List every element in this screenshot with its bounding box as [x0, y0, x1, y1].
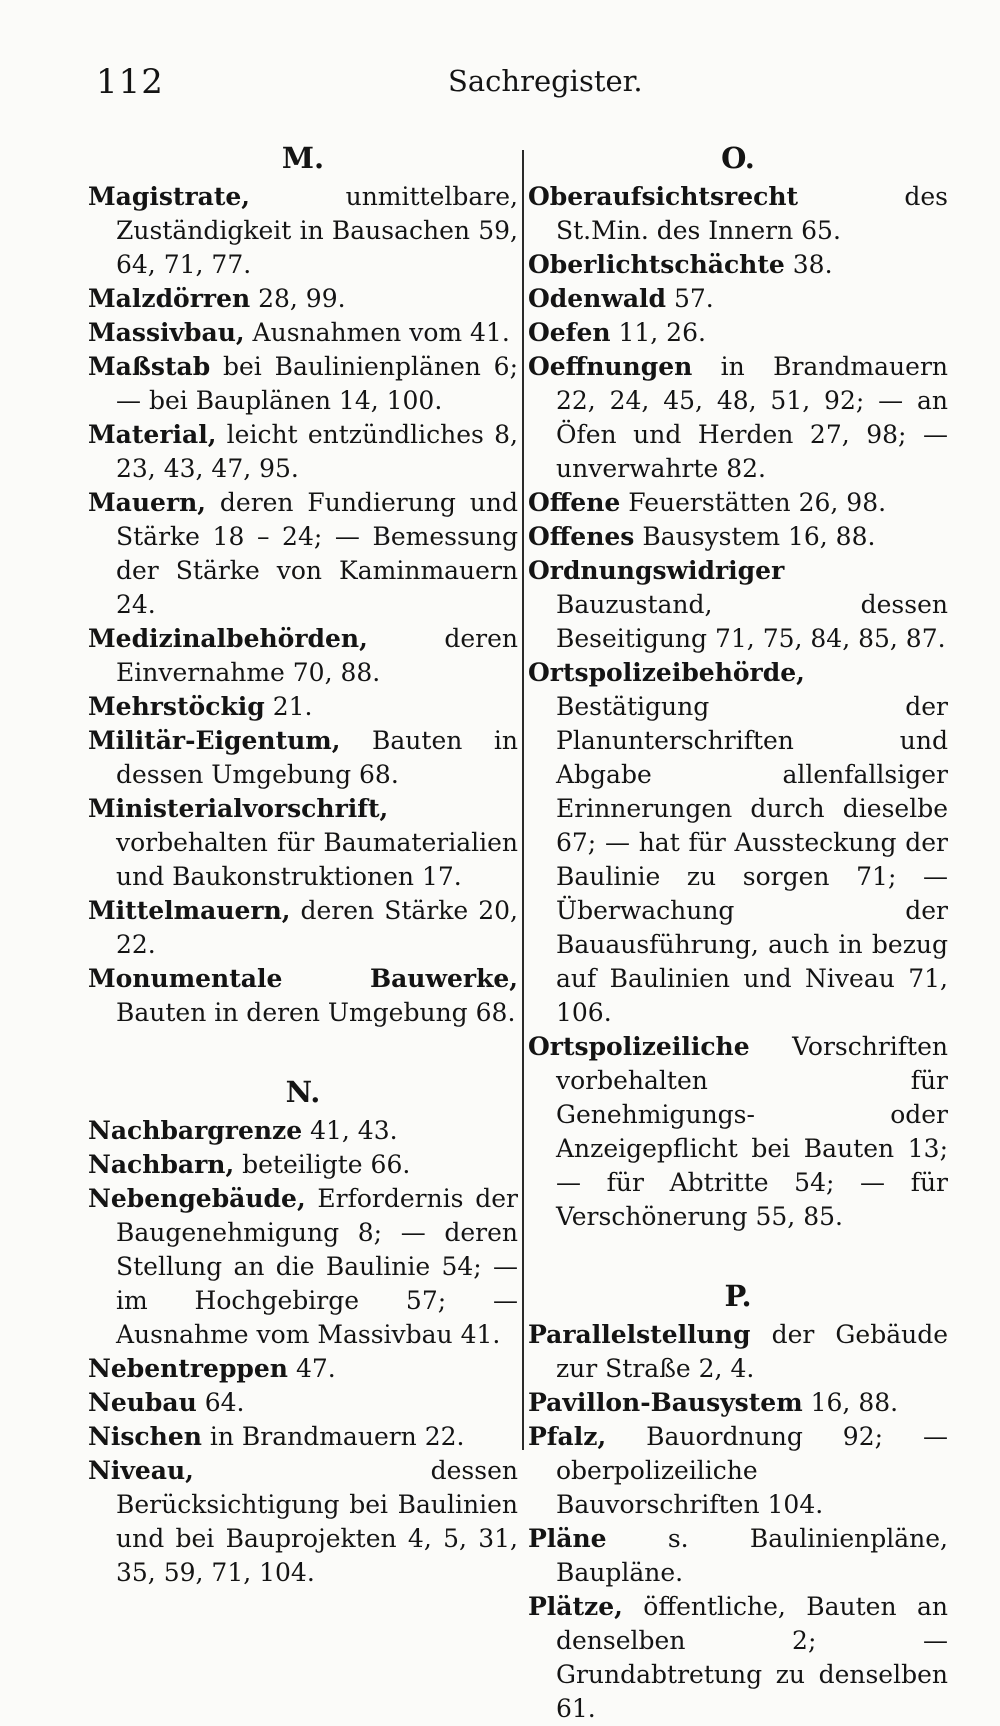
index-references: s. Baulinienpläne, Baupläne.: [556, 1524, 948, 1587]
index-references: des St.Min. des Innern 65.: [556, 182, 948, 245]
index-references: öffentliche, Bauten an denselben 2; — Grundabtretung zu denselben 61.: [556, 1592, 948, 1723]
index-keyword: Pfalz,: [528, 1422, 607, 1451]
page-header: [0, 62, 1000, 112]
index-entry: [88, 894, 518, 962]
index-keyword: Offenes: [528, 522, 635, 551]
section-letter-m: M.: [281, 141, 325, 175]
section-letter-p: P.: [724, 1279, 752, 1313]
index-keyword: Plätze,: [528, 1592, 623, 1621]
index-references: Bauten in deren Umgebung 68.: [116, 998, 516, 1027]
index-keyword: Ortspolizeiliche: [528, 1032, 750, 1061]
index-keyword: Nebengebäude,: [88, 1184, 306, 1213]
index-references: 21.: [264, 692, 313, 721]
index-references: Feuerstätten 26, 98.: [620, 488, 887, 517]
index-entry: [88, 1386, 518, 1420]
index-keyword: Mehrstöckig: [88, 692, 265, 721]
index-keyword: Massivbau,: [88, 318, 245, 347]
index-keyword: Ministerialvorschrift,: [88, 794, 389, 823]
index-entry: [88, 690, 518, 724]
right-column: [528, 138, 948, 1726]
index-references: 11, 26.: [610, 318, 706, 347]
index-references: beteiligte 66.: [234, 1150, 411, 1179]
index-references: 16, 88.: [802, 1388, 899, 1417]
index-entry: [88, 180, 518, 282]
index-references: Bauordnung 92; — oberpolizeiliche Bauvorschriften 104.: [556, 1422, 948, 1519]
index-entry: [88, 622, 518, 690]
index-entry: [528, 180, 948, 248]
index-keyword: Nachbarn,: [88, 1150, 235, 1179]
index-entry: [528, 1030, 948, 1234]
index-references: deren Fundierung und Stärke 18 – 24; — Bemessung der Stärke von Kaminmauern 24.: [116, 488, 518, 619]
index-references: leicht entzündliches 8, 23, 43, 47, 95.: [116, 420, 518, 483]
index-entry: [88, 316, 518, 350]
index-entry: [528, 554, 948, 656]
index-keyword: Material,: [88, 420, 217, 449]
index-keyword: Magistrate,: [88, 182, 250, 211]
index-section-o: [528, 180, 948, 1234]
index-entry: [528, 350, 948, 486]
index-keyword: Monumentale Bauwerke,: [88, 964, 518, 993]
index-entry: [528, 316, 948, 350]
index-entry: [88, 792, 518, 894]
index-references: unmittelbare, Zuständigkeit in Bausachen 59, 64, 71, 77.: [116, 182, 518, 279]
index-section-n: [88, 1114, 518, 1590]
index-entry: [88, 1420, 518, 1454]
index-references: 28, 99.: [250, 284, 346, 313]
index-keyword: Maßstab: [88, 352, 211, 381]
index-entry: [528, 1386, 948, 1420]
index-entry: [88, 350, 518, 418]
index-references: vorbehalten für Baumaterialien und Baukonstruktionen 17.: [116, 828, 518, 891]
index-references: dessen Berücksichtigung bei Baulinien und bei Bauprojekten 4, 5, 31, 35, 59, 71, 104.: [116, 1456, 518, 1587]
index-entry: [528, 282, 948, 316]
index-keyword: Pavillon-Bausystem: [528, 1388, 803, 1417]
section-letter-n: N.: [285, 1075, 321, 1109]
index-keyword: Medizinalbehörden,: [88, 624, 368, 653]
index-keyword: Nischen: [88, 1422, 202, 1451]
index-references: deren Einvernahme 70, 88.: [116, 624, 518, 687]
index-references: Vorschriften vorbehalten für Genehmigungs- oder Anzeigepflicht bei Bauten 13; — für Abtritte 54; — für Verschönerung 55, 85.: [556, 1032, 948, 1231]
index-entry: [88, 1114, 518, 1148]
running-title: Sachregister.: [448, 64, 643, 98]
index-entry: [88, 1352, 518, 1386]
index-entry: [88, 282, 518, 316]
index-references: 38.: [784, 250, 833, 279]
index-keyword: Nebentreppen: [88, 1354, 288, 1383]
index-entry: [528, 248, 948, 282]
index-keyword: Pläne: [528, 1524, 607, 1553]
index-keyword: Oberlichtschächte: [528, 250, 785, 279]
index-references: Bauten in dessen Umgebung 68.: [116, 726, 518, 789]
index-keyword: Mauern,: [88, 488, 207, 517]
index-section-m: [88, 180, 518, 1030]
index-references: Ausnahmen vom 41.: [244, 318, 510, 347]
index-references: in Brandmauern 22, 24, 45, 48, 51, 92; — an Öfen und Herden 27, 98; — unverwahrte 82.: [556, 352, 948, 483]
section-letter-o: O.: [721, 141, 755, 175]
index-keyword: Odenwald: [528, 284, 667, 313]
index-references: 47.: [288, 1354, 336, 1383]
index-keyword: Oberaufsichtsrecht: [528, 182, 799, 211]
index-entry: [88, 962, 518, 1030]
index-keyword: Militär-Eigentum,: [88, 726, 341, 755]
left-column: [88, 138, 518, 1590]
index-references: der Gebäude zur Straße 2, 4.: [556, 1320, 948, 1383]
index-entry: [88, 486, 518, 622]
index-entry: [528, 1590, 948, 1726]
index-references: Bestätigung der Planunterschriften und Abgabe allenfallsiger Erinnerungen durch dieselbe 67; — hat für Aussteckung der Baulinie zu sorgen 71; — Überwachung der Bauausführung, auch in bezug auf Baulinien und Niveau 71, 106.: [556, 692, 948, 1027]
index-keyword: Malzdörren: [88, 284, 251, 313]
index-entry: [528, 1522, 948, 1590]
index-keyword: Mittelmauern,: [88, 896, 291, 925]
index-references: Erfordernis der Baugenehmigung 8; — deren Stellung an die Baulinie 54; — im Hochgebirge 57; — Ausnahme vom Massivbau 41.: [116, 1184, 518, 1349]
index-references: in Brandmauern 22.: [201, 1422, 465, 1451]
index-keyword: Ordnungswidriger: [528, 556, 785, 585]
index-entry: [528, 1318, 948, 1386]
index-references: bei Baulinienplänen 6; — bei Bauplänen 14, 100.: [116, 352, 518, 415]
index-keyword: Niveau,: [88, 1456, 194, 1485]
index-entry: [528, 656, 948, 1030]
index-keyword: Neubau: [88, 1388, 197, 1417]
index-keyword: Offene: [528, 488, 621, 517]
index-entry: [528, 520, 948, 554]
index-section-p: [528, 1318, 948, 1726]
index-keyword: Oeffnungen: [528, 352, 693, 381]
index-references: Bausystem 16, 88.: [634, 522, 876, 551]
index-keyword: Oefen: [528, 318, 611, 347]
index-entry: [88, 1148, 518, 1182]
column-divider: [522, 150, 524, 1450]
index-references: 57.: [666, 284, 714, 313]
index-entry: [528, 1420, 948, 1522]
index-references: 64.: [196, 1388, 245, 1417]
index-keyword: Ortspolizeibehörde,: [528, 658, 805, 687]
index-keyword: Nachbargrenze: [88, 1116, 303, 1145]
index-references: 41, 43.: [302, 1116, 398, 1145]
index-entry: [88, 724, 518, 792]
index-entry: [88, 418, 518, 486]
index-references: deren Stärke 20, 22.: [116, 896, 518, 959]
index-entry: [528, 486, 948, 520]
index-entry: [88, 1182, 518, 1352]
index-keyword: Parallelstellung: [528, 1320, 751, 1349]
index-references: Bauzustand, dessen Beseitigung 71, 75, 84, 85, 87.: [556, 590, 948, 653]
page-number: 112: [96, 62, 164, 102]
index-entry: [88, 1454, 518, 1590]
